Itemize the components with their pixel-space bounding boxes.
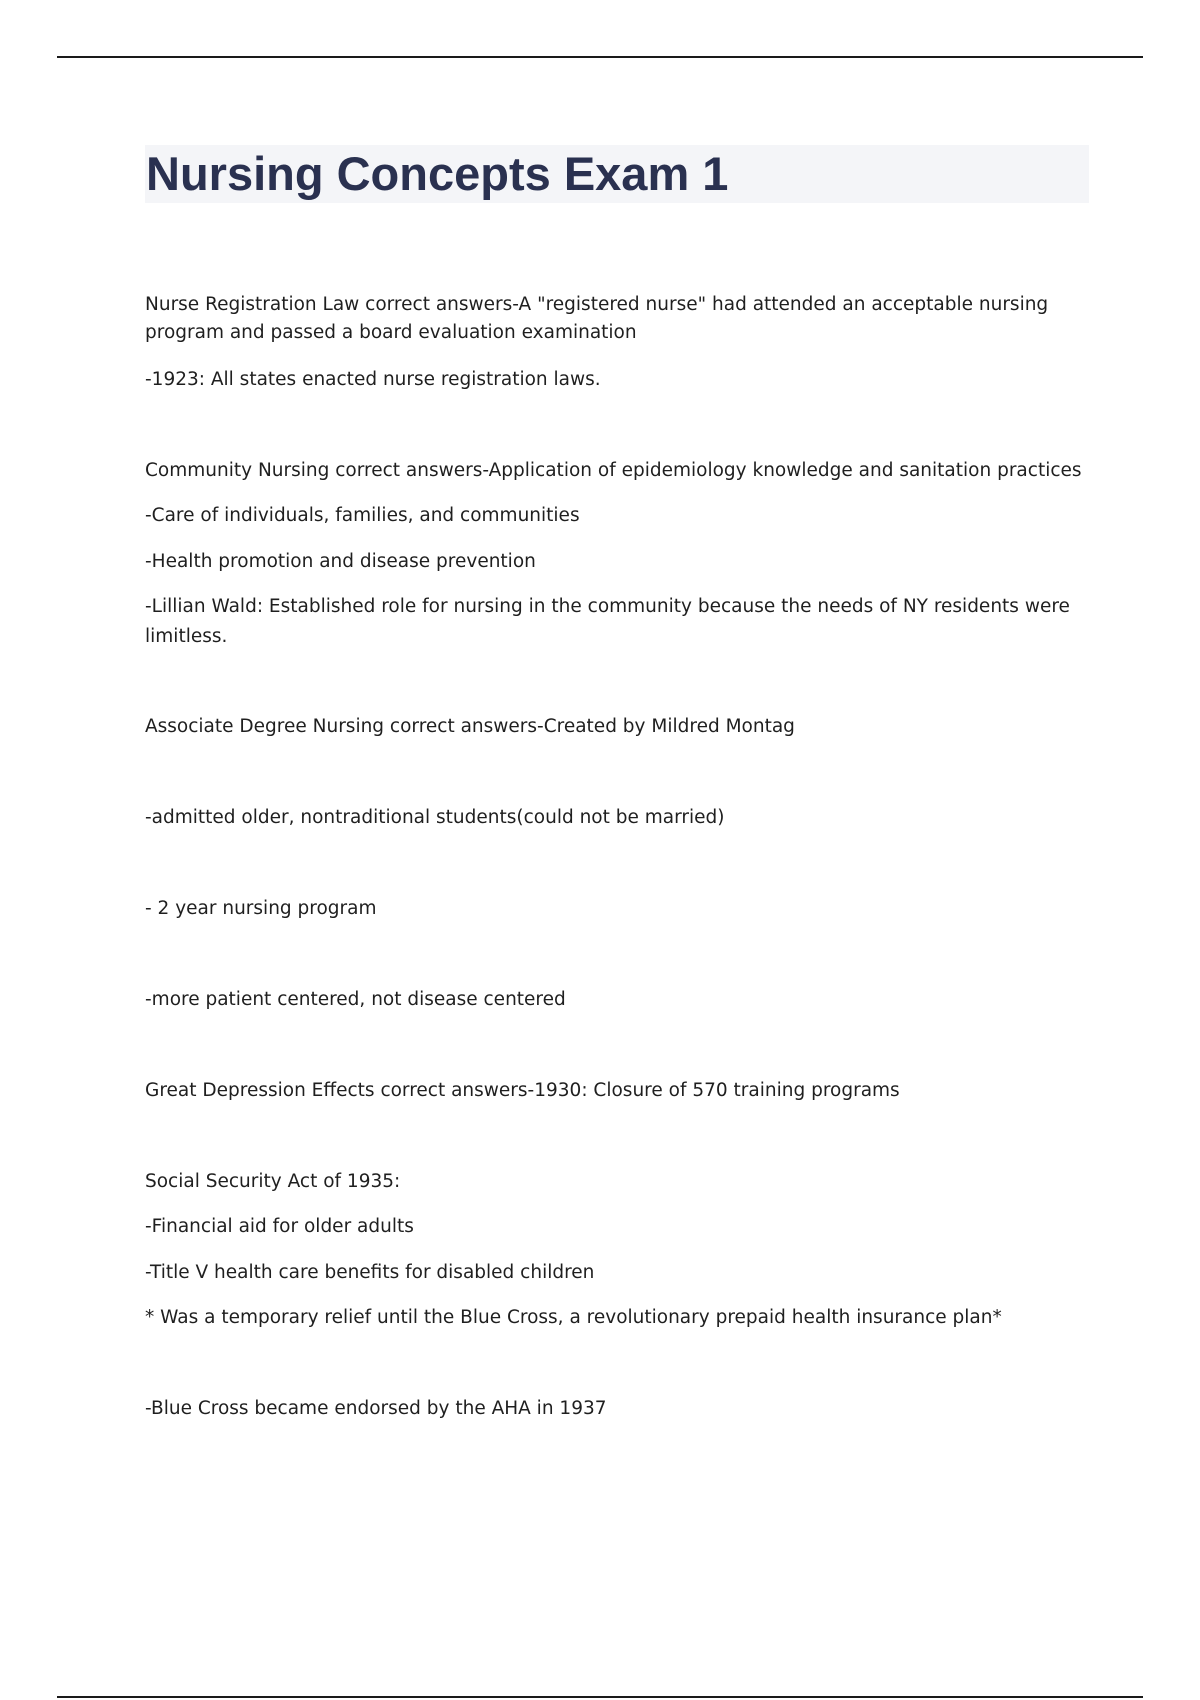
text-line: -Health promotion and disease prevention	[145, 551, 536, 572]
text-line: Associate Degree Nursing correct answers-Created by Mildred Montag	[145, 716, 795, 737]
text-line: -Care of individuals, families, and communities	[145, 505, 580, 526]
text-line: Great Depression Effects correct answers-1930: Closure of 570 training programs	[145, 1080, 900, 1101]
text-line: -Financial aid for older adults	[145, 1216, 414, 1237]
text-line: * Was a temporary relief until the Blue Cross, a revolutionary prepaid health insurance plan*	[145, 1307, 1002, 1328]
document-title: Nursing Concepts Exam 1	[146, 147, 729, 200]
text-line: program and passed a board evaluation examination	[145, 322, 637, 343]
text-line: -admitted older, nontraditional students(could not be married)	[145, 807, 725, 828]
text-line: -1923: All states enacted nurse registration laws.	[145, 369, 601, 390]
text-line: Social Security Act of 1935:	[145, 1171, 401, 1192]
footer-rule	[57, 1696, 1143, 1698]
text-line: limitless.	[145, 626, 228, 647]
text-line: Nurse Registration Law correct answers-A "registered nurse" had attended an acceptable nursing	[145, 294, 1049, 315]
text-line: Community Nursing correct answers-Application of epidemiology knowledge and sanitation practices	[145, 460, 1082, 481]
header-rule	[57, 56, 1143, 58]
text-line: -Blue Cross became endorsed by the AHA in 1937	[145, 1398, 607, 1419]
text-line: -Title V health care benefits for disabled children	[145, 1262, 595, 1283]
text-line: - 2 year nursing program	[145, 898, 377, 919]
text-line: -more patient centered, not disease centered	[145, 989, 566, 1010]
text-line: -Lillian Wald: Established role for nursing in the community because the needs of NY residents were	[145, 596, 1070, 617]
